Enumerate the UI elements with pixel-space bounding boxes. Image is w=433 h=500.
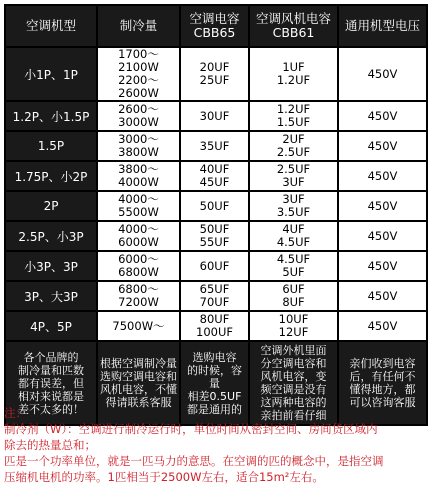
cooling-cell: [97, 161, 180, 191]
voltage-cell: 450V: [338, 311, 427, 341]
cap61-value: 4UF: [282, 222, 305, 236]
cap65-value: 50UF: [199, 198, 230, 213]
cap61-cell: [249, 221, 338, 251]
model-cell: 4P、5P: [5, 311, 97, 341]
note-line: 可以咨询客服: [349, 396, 416, 409]
voltage-cell: 450V: [338, 251, 427, 281]
voltage-cell: 450V: [338, 161, 427, 191]
cap61-value: 2UF: [282, 132, 305, 146]
cooling-cell: [97, 131, 180, 161]
cap61-cell: [249, 161, 338, 191]
table-row: [5, 281, 427, 311]
model-cell: 1.75P、小2P: [5, 161, 97, 191]
voltage-cell: 450V: [338, 101, 427, 131]
table-row: [5, 221, 427, 251]
cooling-value: 4000～6000W: [118, 222, 159, 249]
note-line: 选购电容: [192, 350, 237, 364]
note-line: 选购空调电容和: [100, 370, 177, 383]
table-row: [5, 131, 427, 161]
voltage-cell: 450V: [338, 131, 427, 161]
cap65-value: 25UF: [199, 73, 230, 87]
cap61-value: 2.5UF: [276, 145, 311, 159]
note-line: 懂得地方，都: [349, 383, 416, 396]
cap61-cell: [249, 311, 338, 341]
note-line: 分空调电容和: [260, 357, 327, 370]
voltage-cell: 450V: [338, 191, 427, 221]
header-line: 空调电容: [189, 11, 240, 26]
note-line: 后，有任何不: [349, 370, 416, 383]
voltage-cell: 450V: [338, 281, 427, 311]
cap61-value: 1.5UF: [276, 115, 311, 129]
cap61-value: 4.5UF: [276, 235, 311, 249]
cap65-value: 80UF: [199, 312, 230, 326]
table-row: [5, 161, 427, 191]
note-line: 各个品牌的: [23, 350, 79, 364]
note-line: 这两种电容的: [260, 396, 327, 409]
model-cell: 小3P、3P: [5, 251, 97, 281]
header-cap61: [249, 5, 338, 47]
table-body: [5, 47, 427, 425]
table-row: [5, 101, 427, 131]
header-line: 空调机型: [25, 18, 76, 33]
table-row: [5, 251, 427, 281]
cap65-cell: [180, 191, 249, 221]
note-line: 风机电容，不懂: [100, 383, 177, 396]
note-line: 得请联系客服: [105, 396, 172, 409]
voltage-cell: 450V: [338, 221, 427, 251]
note-line: 差不太多的！: [18, 402, 84, 416]
cooling-value: 3000～3800W: [118, 132, 159, 159]
table-header-row: [5, 5, 427, 47]
note-line: 相对来说都是: [18, 389, 84, 403]
cooling-value: 2200～2600W: [118, 73, 159, 100]
cap65-cell: [180, 47, 249, 101]
cap65-value: 30UF: [199, 108, 230, 123]
cap61-value: 10UF: [278, 312, 309, 326]
table-row: [5, 47, 427, 101]
cooling-value: 2600～3000W: [118, 102, 159, 129]
cap65-cell: [180, 251, 249, 281]
table-row: [5, 311, 427, 341]
cap61-value: 12UF: [278, 325, 309, 339]
model-cell: 1.5P: [5, 131, 97, 161]
cooling-cell: [97, 47, 180, 101]
cap65-value: 55UF: [199, 235, 230, 249]
cap61-value: 4.5UF: [276, 252, 311, 266]
cap65-value: 35UF: [199, 138, 230, 153]
cap61-cell: [249, 47, 338, 101]
cap61-cell: [249, 251, 338, 281]
cap61-value: 3UF: [282, 192, 305, 206]
cap61-cell: [249, 191, 338, 221]
note-line: 风机电容，变: [260, 370, 327, 383]
note-line: 的时候，容量: [187, 363, 242, 390]
footer-line: 匹是一个功率单位，就是一匹马力的意思。在空调的匹的概念中，是指空调: [4, 454, 384, 468]
header-line: 通用机型电压: [344, 18, 420, 33]
cooling-value: 1700～2100W: [118, 47, 159, 74]
note-line: 根据空调制冷量: [100, 357, 177, 370]
cap61-value: 6UF: [282, 282, 305, 296]
cap65-cell: [180, 101, 249, 131]
cap61-value: 3UF: [282, 175, 305, 189]
cooling-value: 6000～6800W: [118, 252, 159, 279]
cap65-value: 50UF: [199, 222, 230, 236]
footer-line: 除去的热量总和；: [4, 438, 96, 452]
model-cell: 3P、大3P: [5, 281, 97, 311]
header-line: CBB65: [193, 25, 236, 40]
cooling-value: 6800～7200W: [118, 282, 159, 309]
cooling-value: 3800～4000W: [118, 162, 159, 189]
note-line: 空调外机里面: [260, 344, 327, 357]
header-cap65: [180, 5, 249, 47]
cap61-cell: [249, 131, 338, 161]
header-line: CBB61: [272, 25, 315, 40]
note-line: 亲们收到电容: [349, 357, 416, 370]
header-cooling: [97, 5, 180, 47]
cap61-cell: [249, 281, 338, 311]
cooling-value: 4000～5500W: [118, 192, 159, 219]
note-line: 频空调是没有: [260, 383, 327, 396]
cap65-value: 65UF: [199, 282, 230, 296]
cap65-value: 100UF: [196, 325, 233, 339]
cooling-cell: [97, 191, 180, 221]
cap61-cell: [249, 101, 338, 131]
cap65-value: 60UF: [199, 258, 230, 273]
cap65-cell: [180, 221, 249, 251]
cap61-value: 1UF: [282, 60, 305, 74]
header-voltage: [338, 5, 427, 47]
cooling-value: 7500W～: [112, 318, 165, 333]
model-cell: 小1P、1P: [5, 47, 97, 101]
cooling-cell: [97, 251, 180, 281]
header-line: 制冷量: [119, 18, 158, 33]
footer-line: 制冷剂（W）：空调进行制冷运行时，单位时间从密封空间、房间货区域内: [4, 422, 378, 436]
footer-line: 注：: [4, 406, 27, 420]
cap65-cell: [180, 311, 249, 341]
footer-line: 压缩机电机的功率。1匹相当于2500W左右，适合15m²左右。: [4, 470, 324, 484]
note-line: 制冷量和匹数: [18, 363, 84, 377]
voltage-cell: 450V: [338, 47, 427, 101]
model-cell: 2.5P、小3P: [5, 221, 97, 251]
note-line: 都是通用的: [187, 402, 242, 416]
cap61-value: 2.5UF: [276, 162, 311, 176]
cap65-value: 40UF: [199, 162, 230, 176]
cap61-value: 8UF: [282, 295, 305, 309]
cap65-cell: [180, 281, 249, 311]
cooling-cell: [97, 311, 180, 341]
cap61-value: 1.2UF: [276, 73, 311, 87]
cap65-cell: [180, 161, 249, 191]
cap61-value: 3.5UF: [276, 205, 311, 219]
table-row: [5, 191, 427, 221]
cap61-value: 1.2UF: [276, 102, 311, 116]
note-line: 亲拍前看仔细: [260, 409, 327, 422]
capacitor-spec-table: [4, 4, 428, 426]
note-line: 都有误差，但: [18, 376, 84, 390]
model-cell: 2P: [5, 191, 97, 221]
header-model: [5, 5, 97, 47]
note-line: 相差0.5UF: [187, 389, 242, 403]
cap65-value: 70UF: [199, 295, 230, 309]
cap65-value: 20UF: [199, 60, 230, 74]
model-cell: 1.2P、小1.5P: [5, 101, 97, 131]
cap65-cell: [180, 131, 249, 161]
cap61-value: 5UF: [282, 265, 305, 279]
header-line: 空调风机电容: [255, 11, 331, 26]
cooling-cell: [97, 101, 180, 131]
cooling-cell: [97, 221, 180, 251]
cap65-value: 45UF: [199, 175, 230, 189]
cooling-cell: [97, 281, 180, 311]
